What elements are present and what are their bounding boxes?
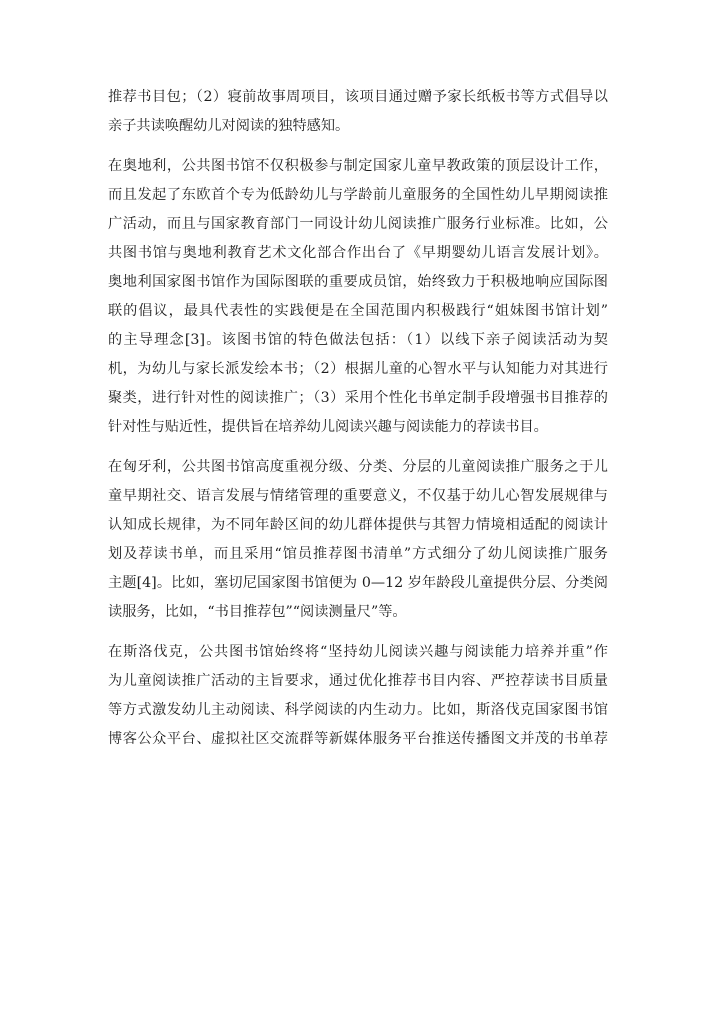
text-line: 在奥地利，公共图书馆不仅积极参与制定国家儿童早教政策的顶层设计工作， [108,158,608,174]
text-line: 奥地利国家图书馆作为国际图联的重要成员馆，始终致力于积极地响应国际图 [108,274,608,290]
text-line: 在斯洛伐克，公共图书馆始终将“坚持幼儿阅读兴趣与阅读能力培养并重”作 [108,644,608,660]
text-line: 共图书馆与奥地利教育艺术文化部合作出台了《早期婴幼儿语言发展计划》。 [108,245,608,261]
text-line: 广活动，而且与国家教育部门一同设计幼儿阅读推广服务行业标准。比如，公 [108,216,608,232]
text-line: 亲子共读唤醒幼儿对阅读的独特感知。 [108,118,350,134]
text-line: 机，为幼儿与家长派发绘本书；（2）根据儿童的心智水平与认知能力对其进行 [108,361,608,377]
body-text [108,83,608,765]
paragraph-slovakia [108,638,608,754]
text-line: 认知成长规律，为不同年龄区间的幼儿群体提供与其智力情境相适配的阅读计 [108,517,608,533]
text-line: 的主导理念[3]。该图书馆的特色做法包括：（1）以线下亲子阅读活动为契 [108,332,608,348]
text-line: 联的倡议，最具代表性的实践便是在全国范围内积极践行“姐妹图书馆计划” [108,303,608,319]
text-line: 划及荐读书单，而且采用“馆员推荐图书清单”方式细分了幼儿阅读推广服务 [108,546,608,562]
text-line: 在匈牙利，公共图书馆高度重视分级、分类、分层的儿童阅读推广服务之于儿 [108,459,608,475]
text-line: 童早期社交、语言发展与情绪管理的重要意义，不仅基于幼儿心智发展规律与 [108,488,608,504]
text-line: 而且发起了东欧首个专为低龄幼儿与学龄前儿童服务的全国性幼儿早期阅读推 [108,187,608,203]
text-line: 聚类，进行针对性的阅读推广；（3）采用个性化书单定制手段增强书目推荐的 [108,390,608,406]
text-line: 针对性与贴近性，提供旨在培养幼儿阅读兴趣与阅读能力的荐读书目。 [108,419,548,435]
paragraph-austria [108,152,608,442]
paragraph-uk-continued [108,83,608,141]
text-line: 读服务，比如，“书目推荐包”“阅读测量尺”等。 [108,604,407,620]
text-line: 主题[4]。比如，塞切尼国家图书馆便为 0—12 岁年龄段儿童提供分层、分类阅 [108,575,608,591]
text-line: 等方式激发幼儿主动阅读、科学阅读的内生动力。比如，斯洛伐克国家图书馆 [108,702,608,718]
text-line: 为儿童阅读推广活动的主旨要求，通过优化推荐书目内容、严控荐读书目质量 [108,673,608,689]
paragraph-hungary [108,453,608,627]
text-line: 推荐书目包；（2）寝前故事周项目，该项目通过赠予家长纸板书等方式倡导以 [108,89,608,105]
text-line: 博客公众平台、虚拟社区交流群等新媒体服务平台推送传播图文并茂的书单荐 [108,731,608,747]
